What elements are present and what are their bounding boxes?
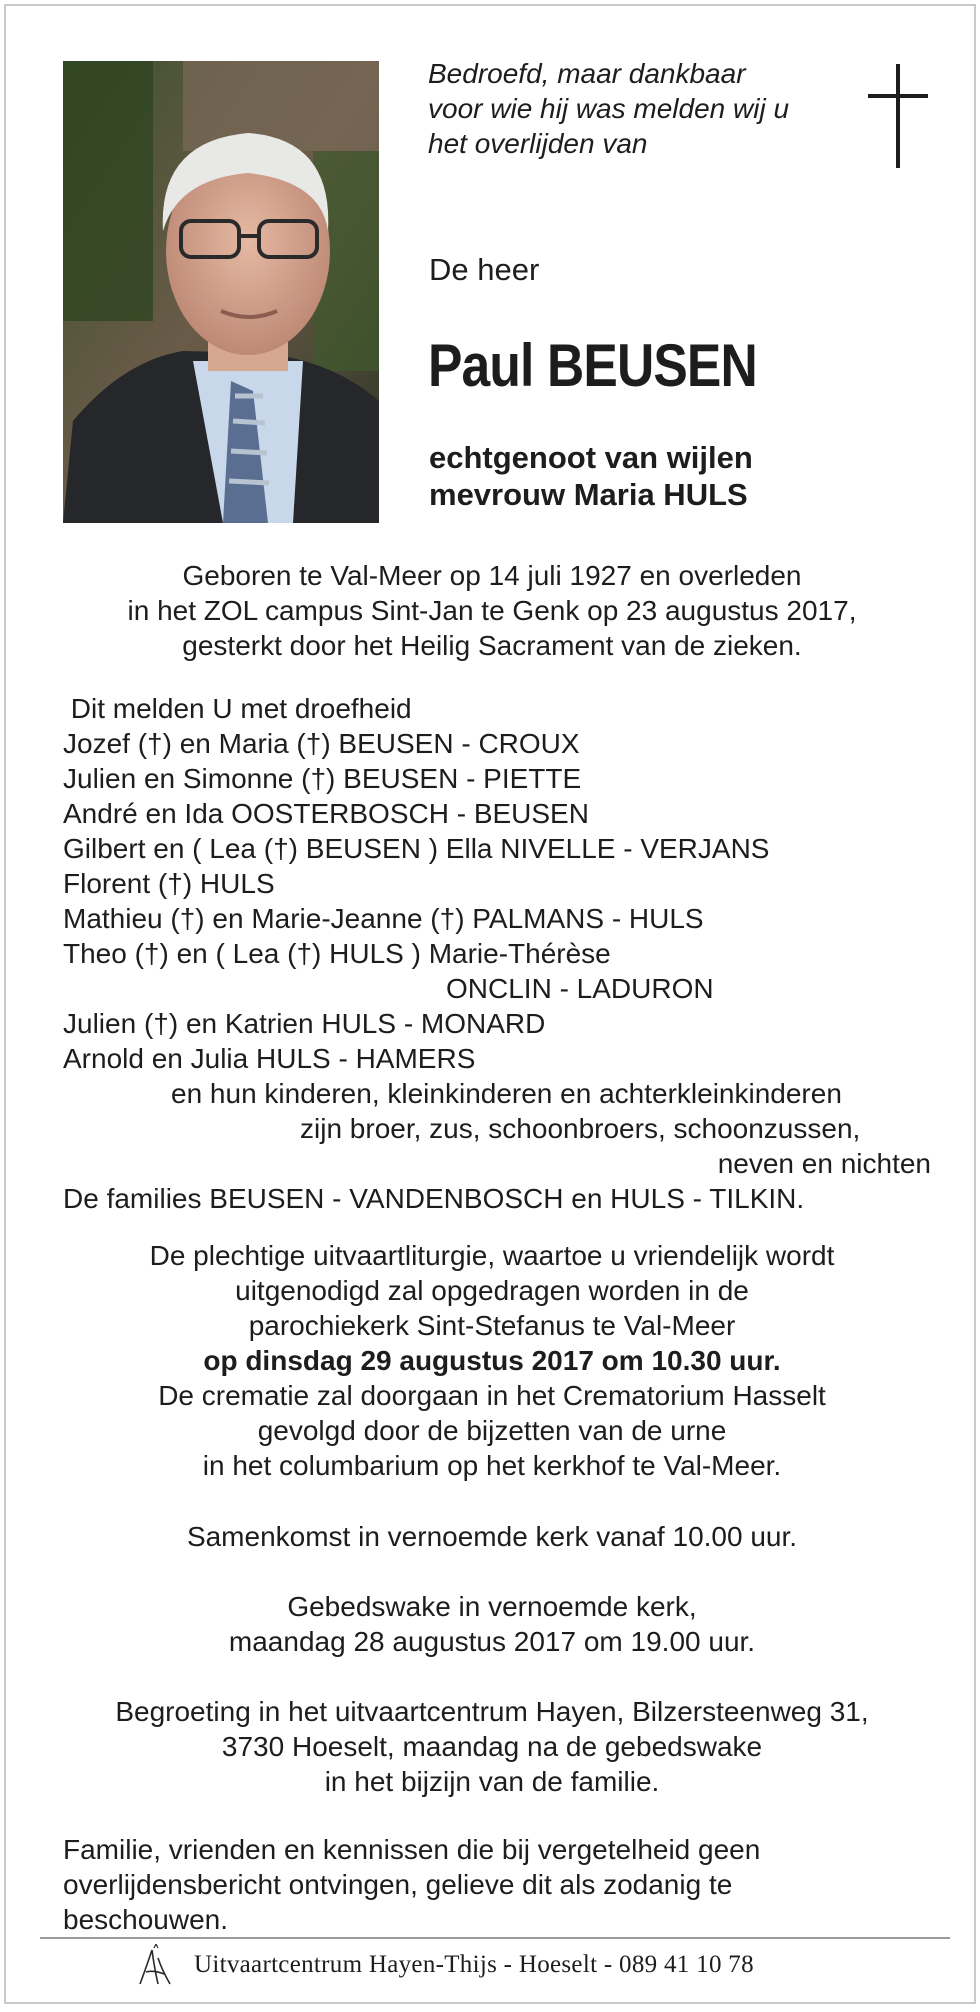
honorific: De heer xyxy=(429,252,540,287)
intro-line: het overlijden van xyxy=(428,128,648,159)
spouse-info xyxy=(429,439,753,513)
service-line: parochiekerk Sint-Stefanus te Val-Meer xyxy=(248,1310,736,1341)
birth-line: in het ZOL campus Sint-Jan te Genk op 23 augustus 2017, xyxy=(127,595,857,626)
footer-contact: Uitvaartcentrum Hayen-Thijs - Hoeselt - 089 41 10 78 xyxy=(194,1951,754,1978)
intro-text xyxy=(428,56,848,161)
birth-line: gesterkt door het Heilig Sacrament van de zieken. xyxy=(182,630,802,661)
visitation-line: 3730 Hoeselt, maandag na de gebedswake xyxy=(221,1731,763,1762)
gathering-info: Samenkomst in vernoemde kerk vanaf 10.00 uur. xyxy=(186,1521,798,1552)
families-line: De families BEUSEN - VANDENBOSCH en HULS - TILKIN. xyxy=(63,1183,805,1214)
family-member: Julien (†) en Katrien HULS - MONARD xyxy=(63,1008,546,1039)
family-member: Arnold en Julia HULS - HAMERS xyxy=(63,1043,476,1074)
vigil-info xyxy=(26,1589,958,1659)
service-line: De crematie zal doorgaan in het Crematorium Hasselt xyxy=(158,1380,826,1411)
service-line: gevolgd door de bijzetten van de urne xyxy=(257,1415,727,1446)
service-line: in het columbarium op het kerkhof te Val-Meer. xyxy=(202,1450,782,1481)
family-list xyxy=(63,691,931,1216)
family-member: Theo (†) en ( Lea (†) HULS ) Marie-Thérèse xyxy=(63,938,611,969)
descendants-line: neven en nichten xyxy=(717,1148,931,1179)
portrait-photo xyxy=(63,61,379,523)
birth-death-info xyxy=(26,558,958,663)
spouse-line: echtgenoot van wijlen xyxy=(429,440,753,475)
funeral-home-logo-icon xyxy=(134,1944,178,1988)
family-member: Florent (†) HULS xyxy=(63,868,275,899)
family-member: Gilbert en ( Lea (†) BEUSEN ) Ella NIVELLE - VERJANS xyxy=(63,833,770,864)
visitation-line: Begroeting in het uitvaartcentrum Hayen, Bilzersteenweg 31, xyxy=(115,1696,869,1727)
footer-divider xyxy=(40,1937,950,1939)
descendants-line: en hun kinderen, kleinkinderen en achterkleinkinderen xyxy=(171,1078,842,1109)
family-member-continued: ONCLIN - LADURON xyxy=(446,973,714,1004)
vigil-line: maandag 28 augustus 2017 om 19.00 uur. xyxy=(228,1626,756,1657)
closing-note xyxy=(63,1832,903,1937)
vigil-line: Gebedswake in vernoemde kerk, xyxy=(287,1591,697,1622)
intro-line: voor wie hij was melden wij u xyxy=(428,93,790,124)
service-line: De plechtige uitvaartliturgie, waartoe u vriendelijk wordt xyxy=(149,1240,835,1271)
family-member: Julien en Simonne (†) BEUSEN - PIETTE xyxy=(63,763,582,794)
note-line: beschouwen. xyxy=(63,1904,229,1935)
descendants-line: zijn broer, zus, schoonbroers, schoonzussen, xyxy=(300,1113,861,1144)
death-notice xyxy=(4,4,976,2004)
birth-line: Geboren te Val-Meer op 14 juli 1927 en overleden xyxy=(182,560,802,591)
note-line: Familie, vrienden en kennissen die bij vergetelheid geen xyxy=(63,1834,761,1865)
visitation-info xyxy=(26,1694,958,1799)
family-member: André en Ida OOSTERBOSCH - BEUSEN xyxy=(63,798,589,829)
service-date: op dinsdag 29 augustus 2017 om 10.30 uur. xyxy=(203,1345,781,1376)
funeral-service xyxy=(26,1238,958,1483)
visitation-line: in het bijzijn van de familie. xyxy=(324,1766,660,1797)
spouse-line: mevrouw Maria HULS xyxy=(429,477,748,512)
latin-cross-icon xyxy=(868,64,928,168)
intro-line: Bedroefd, maar dankbaar xyxy=(428,58,746,89)
service-line: uitgenodigd zal opgedragen worden in de xyxy=(235,1275,749,1306)
family-intro: Dit melden U met droefheid xyxy=(63,693,412,724)
family-member: Mathieu (†) en Marie-Jeanne (†) PALMANS - HULS xyxy=(63,903,704,934)
note-line: overlijdensbericht ontvingen, gelieve dit als zodanig te xyxy=(63,1869,733,1900)
family-member: Jozef (†) en Maria (†) BEUSEN - CROUX xyxy=(63,728,580,759)
deceased-name: Paul BEUSEN xyxy=(428,332,757,399)
